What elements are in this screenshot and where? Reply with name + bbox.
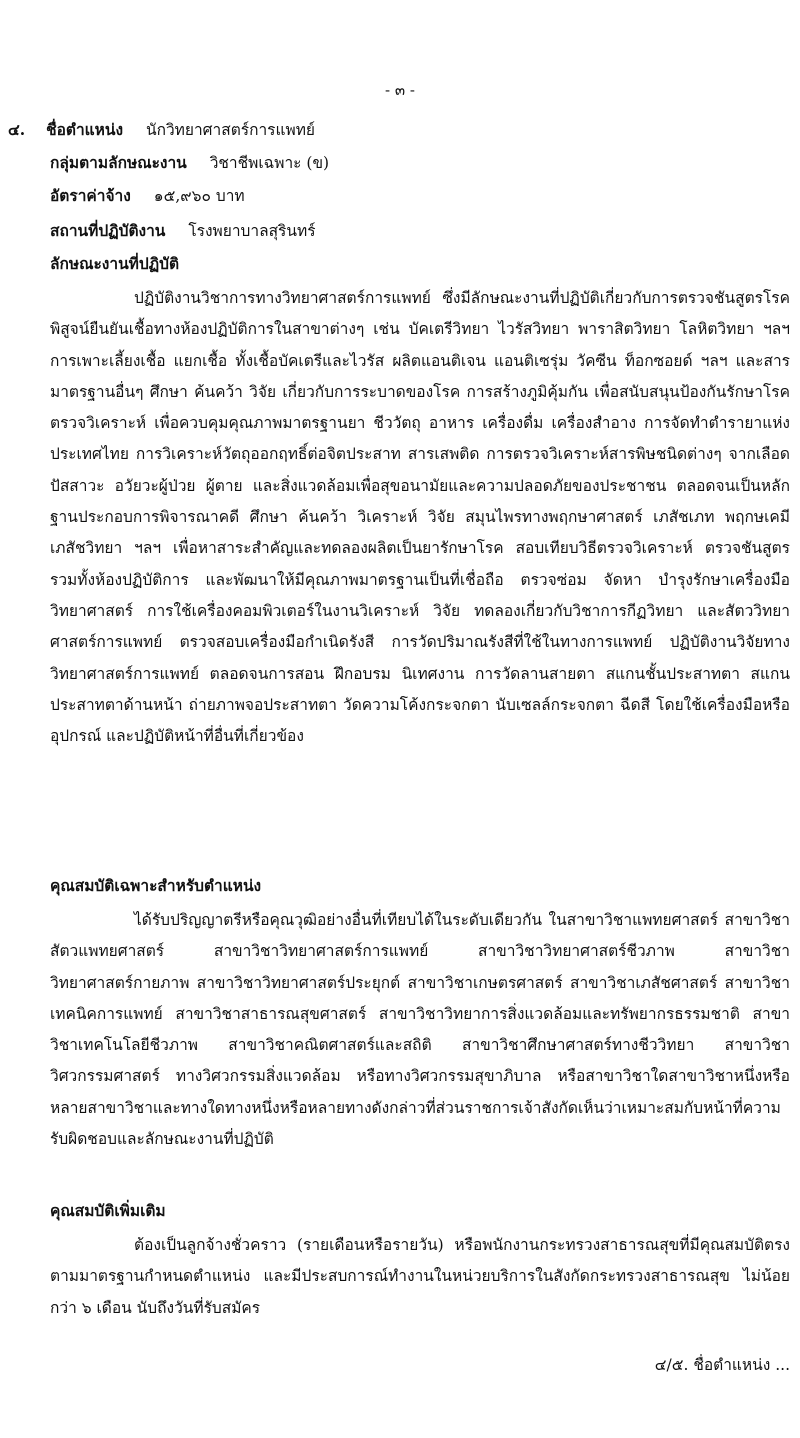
next-page-reference: ๔/๕. ชื่อตำแหน่ง ... xyxy=(654,1356,790,1374)
additional-paragraph: ต้องเป็นลูกจ้างชั่วคราว (รายเดือนหรือรายวัน) หรือพนักงานกระทรวงสาธารณสุขที่มีคุณสมบัติตรงตามมาตรฐานกำหนดตำแหน่ง และมีประสบการณ์ทำงานในหน่วยบริการในสังกัดกระทรวงสาธารณสุข ไม่น้อยกว่า ๖ เดือน นับถึงวันที่รับสมัคร xyxy=(50,1236,790,1317)
additional-heading: คุณสมบัติเพิ่มเติม xyxy=(50,1201,166,1220)
salary-value: ๑๕,๙๖๐ บาท xyxy=(153,187,245,205)
page-number: - ๓ - xyxy=(385,81,415,99)
position-title-label: ชื่อตำแหน่ง xyxy=(46,120,124,139)
job-group-value: วิชาชีพเฉพาะ (ข) xyxy=(209,154,330,172)
position-number: ๔. xyxy=(8,120,26,139)
workplace-row xyxy=(50,218,316,243)
job-group-label: กลุ่มตามลักษณะงาน xyxy=(50,153,187,172)
workplace-label: สถานที่ปฏิบัติงาน xyxy=(50,221,166,240)
salary-label: อัตราค่าจ้าง xyxy=(50,186,131,205)
duties-heading: ลักษณะงานที่ปฏิบัติ xyxy=(50,254,180,273)
position-title-row xyxy=(8,117,315,142)
position-title-value: นักวิทยาศาสตร์การแพทย์ xyxy=(146,121,316,139)
salary-row xyxy=(50,183,245,208)
duties-paragraph: ปฏิบัติงานวิชาการทางวิทยาศาสตร์การแพทย์ ซึ่งมีลักษณะงานที่ปฏิบัติเกี่ยวกับการตรวจชันสูตรโรคพิสูจน์ยืนยันเชื้อทางห้องปฏิบัติการในสาขาต่างๆ เช่น บัคเตรีวิทยา ไวรัสวิทยา พาราสิตวิทยา โลหิตวิทยา ฯลฯ การเพาะเลี้ยงเชื้อ แยกเชื้อ ทั้งเชื้อบัคเตรีและไวรัส ผลิตแอนติเจน แอนติเซรุ่ม วัคซีน ท็อกซอยด์ ฯลฯ และสารมาตรฐานอื่นๆ ศึกษา ค้นคว้า วิจัย เกี่ยวกับการระบาดของโรค การสร้างภูมิคุ้มกัน เพื่อสนับสนุนป้องกันรักษาโรค ตรวจวิเคราะห์ เพื่อควบคุมคุณภาพมาตรฐานยา ชีววัตถุ อาหาร เครื่องดื่ม เครื่องสำอาง การจัดทำตำรายาแห่งประเทศไทย การวิเคราะห์วัตถุออกฤทธิ์ต่อจิตประสาท สารเสพติด การตรวจวิเคราะห์สารพิษชนิดต่างๆ จากเลือด ปัสสาวะ อวัยวะผู้ป่วย ผู้ตาย และสิ่งแวดล้อมเพื่อสุขอนามัยและความปลอดภัยของประชาชน ตลอดจนเป็นหลักฐานประกอบการพิจารณาคดี ศึกษา ค้นคว้า วิเคราะห์ วิจัย สมุนไพรทางพฤกษาศาสตร์ เภสัชเภท พฤกษเคมี เภสัชวิทยา ฯลฯ เพื่อหาสาระสำคัญและทดลองผลิตเป็นยารักษาโรค สอบเทียบวิธีตรวจวิเคราะห์ ตรวจชันสูตร รวมทั้งห้องปฏิบัติการ และพัฒนาให้มีคุณภาพมาตรฐานเป็นที่เชื่อถือ ตรวจซ่อม จัดหา บำรุงรักษาเครื่องมือวิทยาศาสตร์ การใช้เครื่องคอมพิวเตอร์ในงานวิเคราะห์ วิจัย ทดลองเกี่ยวกับวิชาการกีฏวิทยา และสัตววิทยาศาสตร์การแพทย์ ตรวจสอบเครื่องมือกำเนิดรังสี การวัดปริมาณรังสีที่ใช้ในทางการแพทย์ ปฏิบัติงานวิจัยทางวิทยาศาสตร์การแพทย์ ตลอดจนการสอน ฝึกอบรม นิเทศงาน การวัดลานสายตา สแกนชั้นประสาทตา สแกนประสาทตาด้านหน้า ถ่ายภาพจอประสาทตา วัดความโค้งกระจกตา นับเซลล์กระจกตา ฉีดสี โดยใช้เครื่องมือหรืออุปกรณ์ และปฏิบัติหน้าที่อื่นที่เกี่ยวข้อง xyxy=(50,289,790,746)
job-group-row xyxy=(50,150,329,175)
qualifications-paragraph: ได้รับปริญญาตรีหรือคุณวุฒิอย่างอื่นที่เทียบได้ในระดับเดียวกัน ในสาขาวิชาแพทยศาสตร์ สาขาวิชาสัตวแพทยศาสตร์ สาขาวิชาวิทยาศาสตร์การแพทย์ สาขาวิชาวิทยาศาสตร์ชีวภาพ สาขาวิชาวิทยาศาสตร์กายภาพ สาขาวิชาวิทยาศาสตร์ประยุกต์ สาขาวิชาเกษตรศาสตร์ สาขาวิชาเภสัชศาสตร์ สาขาวิชาเทคนิคการแพทย์ สาขาวิชาสาธารณสุขศาสตร์ สาขาวิชาวิทยาการสิ่งแวดล้อมและทรัพยากรธรรมชาติ สาขาวิชาเทคโนโลยีชีวภาพ สาขาวิชาคณิตศาสตร์และสถิติ สาขาวิชาศึกษาศาสตร์ทางชีววิทยา สาขาวิชาวิศวกรรมศาสตร์ ทางวิศวกรรมสิ่งแวดล้อม หรือทางวิศวกรรมสุขาภิบาล หรือสาขาวิชาใดสาขาวิชาหนึ่งหรือหลายสาขาวิชาและทางใดทางหนึ่งหรือหลายทางดังกล่าวที่ส่วนราชการเจ้าสังกัดเห็นว่าเหมาะสมกับหน้าที่ความรับผิดชอบและลักษณะงานที่ปฏิบัติ xyxy=(50,911,790,1149)
qualifications-heading: คุณสมบัติเฉพาะสำหรับตำแหน่ง xyxy=(50,876,262,895)
workplace-value: โรงพยาบาลสุรินทร์ xyxy=(188,222,316,240)
